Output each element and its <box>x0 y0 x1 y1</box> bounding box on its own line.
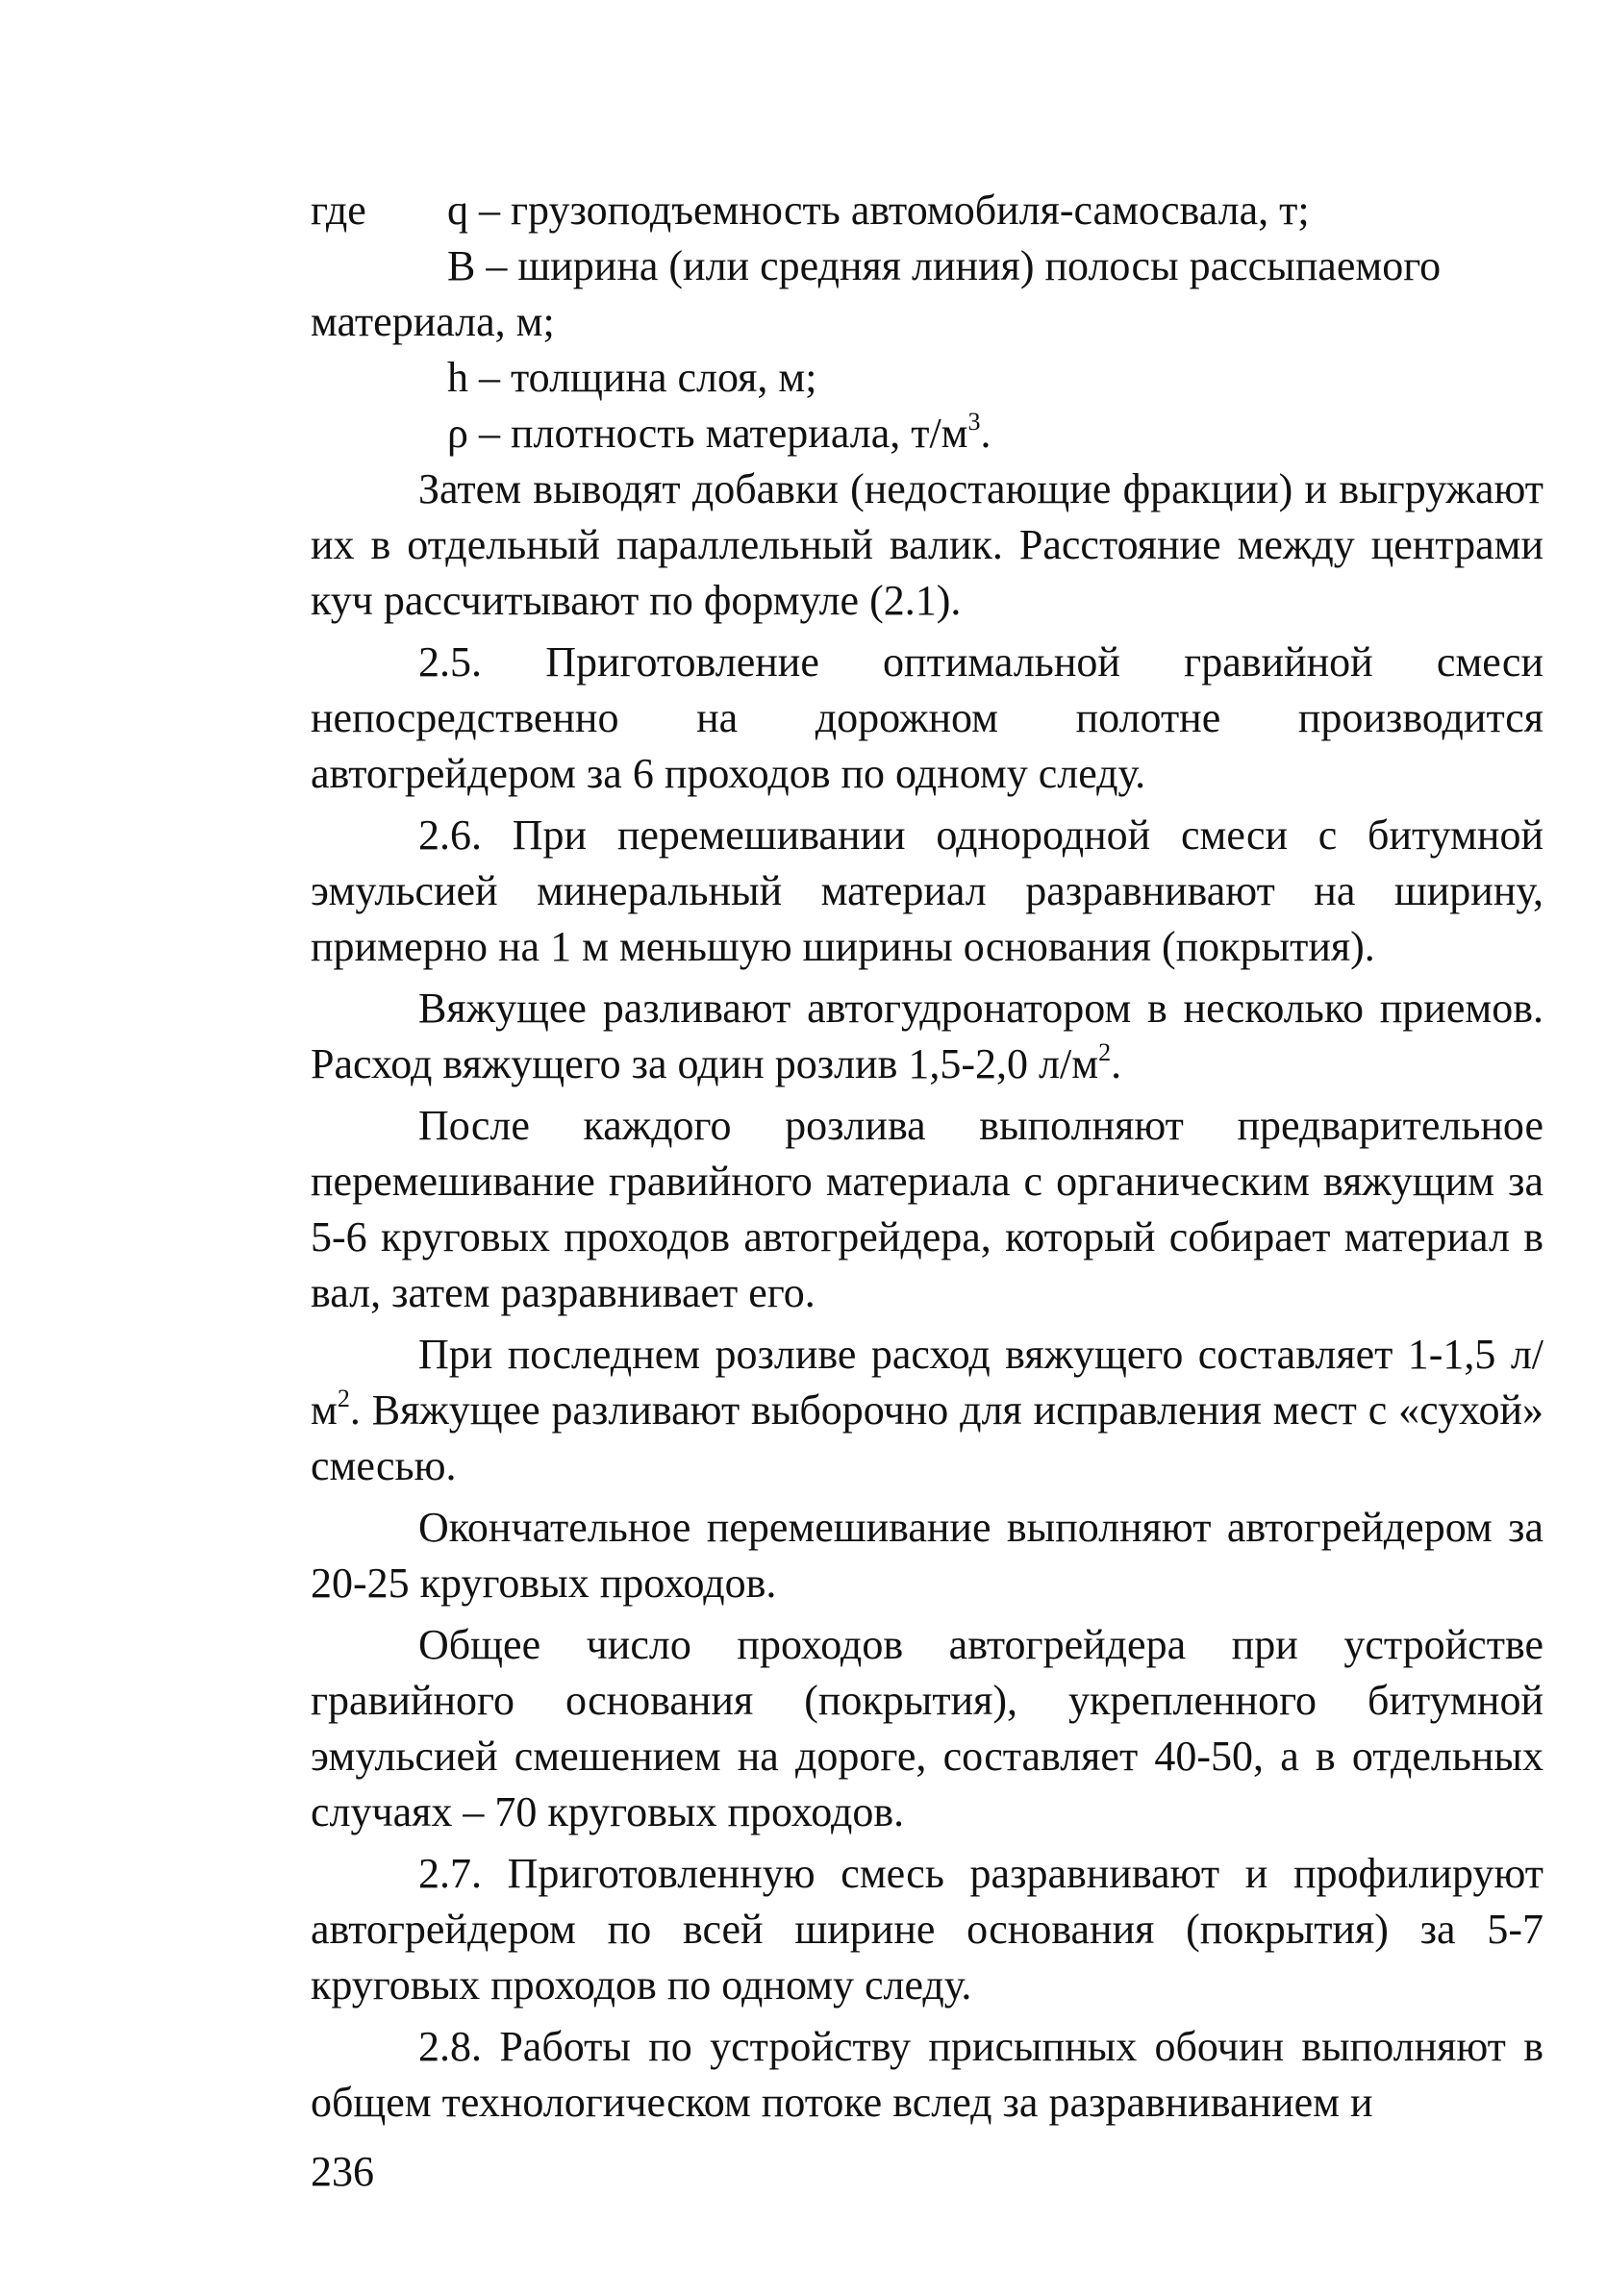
paragraph <box>311 1617 1543 1840</box>
paragraph-text-main: При последнем розливе расход вяжущего составляет 1-1,5 л/м <box>311 1331 1543 1434</box>
definition-h: h – толщина слоя, м; <box>447 354 817 401</box>
paragraph-text <box>311 1327 1543 1494</box>
paragraph <box>311 1327 1543 1494</box>
paragraph-text: Окончательное перемешивание выполняют автогрейдером за 20-25 круговых проходов. <box>311 1504 1543 1607</box>
definition-line-h <box>311 350 1543 406</box>
definition-rho <box>447 406 991 462</box>
paragraph <box>311 1846 1543 2013</box>
definition-line-rho <box>311 406 1543 462</box>
definition-rho-text: ρ – плотность материала, т/м <box>447 410 968 457</box>
definition-rho-end: . <box>980 410 991 457</box>
definition-q: q – грузоподъемность автомобиля-самосвала, т; <box>447 187 1310 234</box>
paragraph-text: 2.8. Работы по устройству присыпных обочин выполняют в общем технологическом потоке вслед за разравниванием и <box>311 2023 1543 2126</box>
paragraph-text <box>311 981 1543 1092</box>
where-label: где <box>311 187 366 234</box>
unit-superscript: 2 <box>337 1385 350 1412</box>
definition-line-q <box>311 183 1543 238</box>
density-superscript: 3 <box>967 408 981 436</box>
paragraph <box>311 462 1543 629</box>
paragraph-text: Общее число проходов автогрейдера при устройстве гравийного основания (покрытия), укрепленного битумной эмульсией смешением на дороге, составляет 40-50, а в отдельных случаях – 70 круговых проходов. <box>311 1621 1543 1835</box>
paragraph <box>311 1098 1543 1321</box>
definition-b-continued: материала, м; <box>311 298 555 345</box>
page-number: 236 <box>311 2148 374 2195</box>
paragraph-text-end: . <box>1111 1040 1122 1087</box>
paragraph <box>311 1500 1543 1611</box>
definition-line-b-cont <box>311 294 1543 350</box>
definition-line-b <box>311 238 1543 294</box>
definition-b: B – ширина (или средняя линия) полосы рассыпаемого <box>447 242 1442 289</box>
paragraph <box>311 981 1543 1092</box>
paragraph <box>311 808 1543 975</box>
paragraph-text: 2.7. Приготовленную смесь разравнивают и профилируют автогрейдером по всей ширине основания (покрытия) за 5-7 круговых проходов по одному следу. <box>311 1850 1543 2009</box>
paragraph <box>311 635 1543 802</box>
page-body <box>311 183 1543 2131</box>
paragraph-text: 2.6. При перемешивании однородной смеси с битумной эмульсией минеральный материал разравнивают на ширину, примерно на 1 м меньшую ширины основания (покрытия). <box>311 811 1543 970</box>
paragraph-text: 2.5. Приготовление оптимальной гравийной смеси непосредственно на дорожном полотне производится автогрейдером за 6 проходов по одному следу. <box>311 638 1543 797</box>
unit-superscript: 2 <box>1098 1038 1112 1066</box>
paragraph-text: После каждого розлива выполняют предварительное перемешивание гравийного материала с органическим вяжущим за 5-6 круговых проходов автогрейдера, который собирает материал в вал, затем разравнивает его. <box>311 1102 1543 1316</box>
paragraph-text-main: Вяжущее разливают автогудронатором в несколько приемов. Расход вяжущего за один розлив 1,5-2,0 л/м <box>311 985 1543 1087</box>
paragraph-text-rest: . Вяжущее разливают выборочно для исправления мест с «сухой» смесью. <box>311 1386 1543 1489</box>
paragraph <box>311 2019 1543 2131</box>
paragraph-text: Затем выводят добавки (недостающие фракции) и выгружают их в отдельный параллельный валик. Расстояние между центрами куч рассчитывают по формуле (2.1). <box>311 465 1543 624</box>
